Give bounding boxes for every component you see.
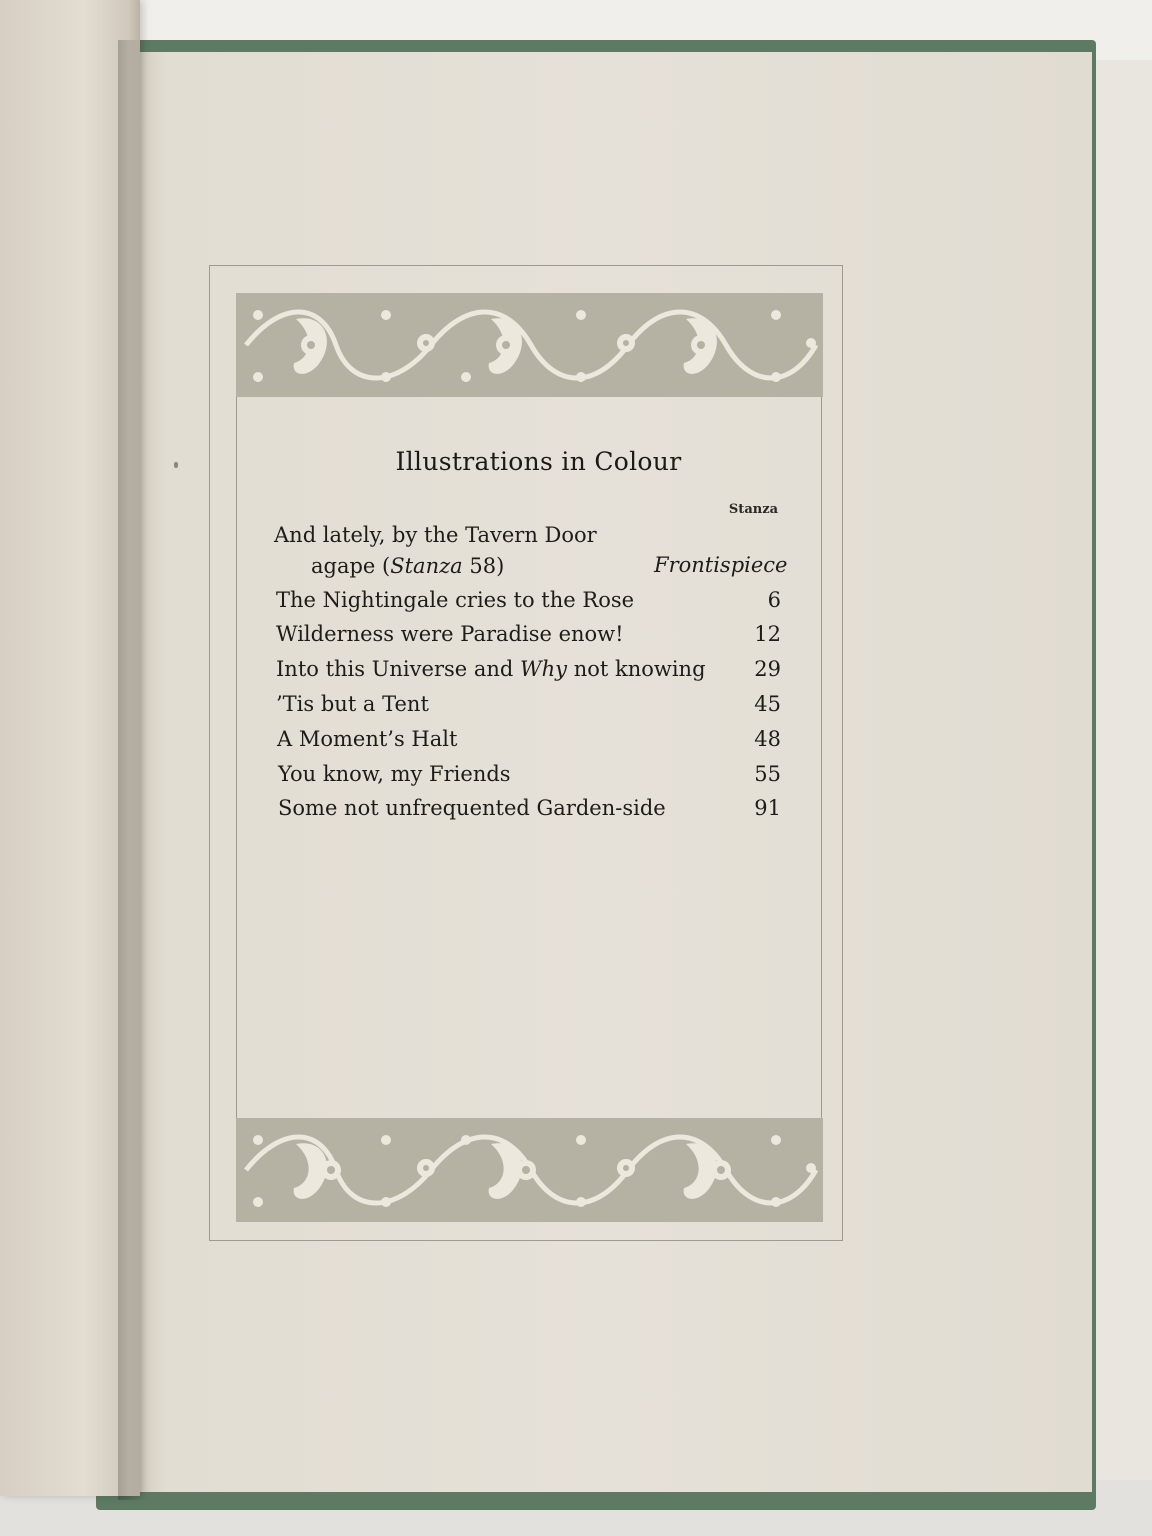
ornament-band-top (236, 293, 823, 397)
ornament-band-bottom (236, 1118, 823, 1222)
floral-ornament-bottom (236, 1118, 823, 1222)
spine-shadow (118, 40, 144, 1500)
toc-entry-text: 58) (462, 554, 505, 578)
toc-entry-ref: 12 (754, 622, 781, 646)
toc-entry-title: You know, my Friends (278, 762, 511, 786)
toc-entry-italic-text: Stanza (390, 554, 463, 578)
toc-entry-ref: Frontispiece (654, 553, 788, 577)
toc-entry-title: Wilderness were Paradise enow! (276, 622, 624, 646)
toc-entry-italic-text: Why (520, 657, 568, 681)
page-title: Illustrations in Colour (395, 447, 682, 476)
toc-entry-title: A Moment’s Halt (277, 727, 458, 751)
toc-entry-ref: 6 (767, 588, 781, 612)
toc-entry-ref: 45 (754, 692, 781, 716)
toc-entry-text: Into this Universe and (276, 657, 521, 681)
toc-entry-ref: 29 (754, 657, 781, 681)
toc-entry-title (276, 657, 706, 681)
toc-entry-title-continued (311, 554, 504, 578)
toc-entry-title: ’Tis but a Tent (276, 692, 429, 716)
toc-entry-title: And lately, by the Tavern Door (274, 523, 597, 547)
toc-entry-ref: 91 (754, 796, 781, 820)
stanza-column-header: Stanza (728, 502, 778, 517)
toc-entry-text: agape ( (311, 554, 391, 578)
toc-entry-ref: 55 (754, 762, 781, 786)
inner-rule-frame (236, 293, 822, 1217)
toc-entry-text: not knowing (567, 657, 706, 681)
toc-entry-ref: 48 (754, 727, 781, 751)
toc-entry-title: The Nightingale cries to the Rose (276, 588, 635, 612)
toc-entry-title: Some not unfrequented Garden-side (278, 796, 666, 820)
paper-speck (174, 462, 178, 468)
floral-ornament-top (236, 293, 823, 397)
